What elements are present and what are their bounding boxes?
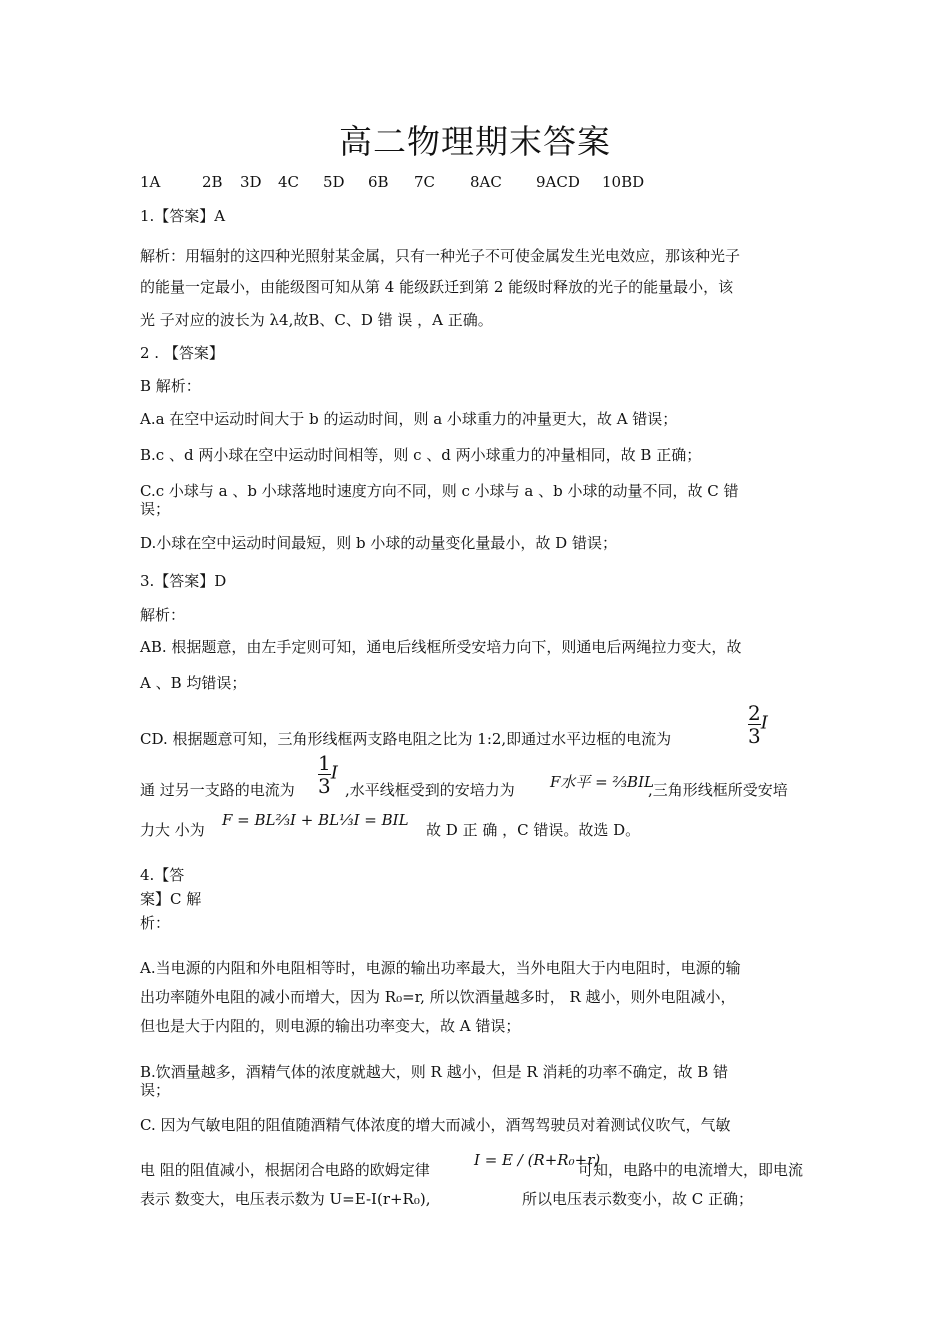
answer-5: 5D <box>323 173 345 191</box>
q3-option-cd-3b: 故 D 正 确 ，C 错误。故选 D。 <box>426 821 641 839</box>
fraction-one-third <box>318 752 331 797</box>
answer-4: 4C <box>278 173 300 191</box>
current-symbol: I <box>330 762 338 784</box>
fraction-two-thirds-i <box>748 702 768 747</box>
q2-line-1: B 解析： <box>140 377 201 395</box>
answer-6: 6B <box>368 173 389 191</box>
q3-option-cd-2c: ,三角形线框所受安培 <box>648 781 788 799</box>
q1-line-3: 光 子对应的波长为 λ4,故B、C、D 错 误 ，A 正确。 <box>140 311 493 329</box>
fraction-denominator: 3 <box>748 724 761 748</box>
q4-option-c-2b: 可知，电路中的电流增大，即电流 <box>578 1161 804 1179</box>
q4-option-b-1: B.饮酒量越多，酒精气体的浓度就越大，则 R 越小，但是 R 消耗的功率不确定，故 B 错 <box>140 1063 729 1081</box>
answer-8: 8AC <box>470 173 502 191</box>
page-title: 高二物理期末答案 <box>339 122 611 161</box>
fraction-numerator: 1 <box>318 751 331 775</box>
q4-option-c-3a: 表示 数变大，电压表示数为 U=E-I(r+R₀), <box>140 1190 431 1208</box>
q4-heading-2: 案】C 解 <box>140 890 202 908</box>
q3-option-cd-2b: ,水平线框受到的安培力为 <box>345 781 515 799</box>
horizontal-force-formula: F水平 = ⅔BIL <box>550 773 654 791</box>
answer-2: 2B <box>202 173 223 191</box>
q4-heading-3: 析： <box>140 914 171 932</box>
q2-heading: 2 . 【答案】 <box>140 344 224 362</box>
current-symbol: I <box>760 712 768 734</box>
q1-line-2: 的能量一定最小，由能级图可知从第 4 能级跃迁到第 2 能级时释放的光子的能量最小，该 <box>140 278 734 296</box>
q4-option-c-1: C. 因为气敏电阻的阻值随酒精气体浓度的增大而减小，酒驾驾驶员对着测试仪吹气，气敏 <box>140 1116 731 1134</box>
q3-heading: 3.【答案】D <box>140 572 227 590</box>
q4-heading-1: 4.【答 <box>140 866 185 884</box>
q4-option-a-3: 但也是大于内阻的，则电源的输出功率变大，故 A 错误； <box>140 1017 521 1035</box>
ohm-law-formula: I = E / (R+R₀+r) <box>474 1151 601 1169</box>
q2-option-c-1: C.c 小球与 a 、b 小球落地时速度方向不同，则 c 小球与 a 、b 小球的动量不同，故 C 错 <box>140 482 739 500</box>
answer-9: 9ACD <box>536 173 580 191</box>
q2-option-c-2: 误； <box>140 500 171 518</box>
q4-option-b-2: 误； <box>140 1081 171 1099</box>
q3-option-ab-2: A 、B 均错误； <box>140 674 247 692</box>
q2-option-a: A.a 在空中运动时间大于 b 的运动时间，则 a 小球重力的冲量更大，故 A 错误； <box>140 410 678 428</box>
answer-3: 3D <box>240 173 262 191</box>
answer-key-row <box>140 172 644 192</box>
q4-option-c-3b: 所以电压表示数变小，故 C 正确； <box>522 1190 754 1208</box>
q2-option-d: D.小球在空中运动时间最短，则 b 小球的动量变化量最小，故 D 错误； <box>140 534 617 552</box>
q1-line-1: 解析：用辐射的这四种光照射某金属，只有一种光子不可使金属发生光电效应，那该种光子 <box>140 247 741 265</box>
q3-option-cd-2a: 通 过另一支路的电流为 <box>140 781 295 799</box>
fraction-one-third-i <box>318 752 338 797</box>
q3-line-1: 解析： <box>140 606 186 624</box>
q1-heading: 1.【答案】A <box>140 207 226 225</box>
answer-1: 1A <box>140 173 161 191</box>
q4-option-c-2a: 电 阻的阻值减小，根据闭合电路的欧姆定律 <box>140 1161 430 1179</box>
q2-option-b: B.c 、d 两小球在空中运动时间相等，则 c 、d 两小球重力的冲量相同，故 B 正确； <box>140 446 702 464</box>
total-force-formula: F = BL⅔I + BL⅓I = BIL <box>222 811 409 829</box>
fraction-denominator: 3 <box>318 774 331 798</box>
fraction-numerator: 2 <box>748 701 761 725</box>
q4-option-a-2: 出功率随外电阻的减小而增大，因为 R₀=r, 所以饮酒量越多时， R 越小，则外电阻减小， <box>140 988 736 1006</box>
q3-option-cd-1: CD. 根据题意可知，三角形线框两支路电阻之比为 1:2,即通过水平边框的电流为 <box>140 730 672 748</box>
q3-option-cd-3a: 力大 小为 <box>140 821 205 839</box>
answer-10: 10BD <box>602 173 645 191</box>
fraction-two-thirds <box>748 702 761 747</box>
answer-7: 7C <box>414 173 436 191</box>
q4-option-a-1: A.当电源的内阻和外电阻相等时，电源的输出功率最大，当外电阻大于内电阻时，电源的输 <box>140 959 741 977</box>
q3-option-ab-1: AB. 根据题意，由左手定则可知，通电后线框所受安培力向下，则通电后两绳拉力变大，故 <box>140 638 742 656</box>
